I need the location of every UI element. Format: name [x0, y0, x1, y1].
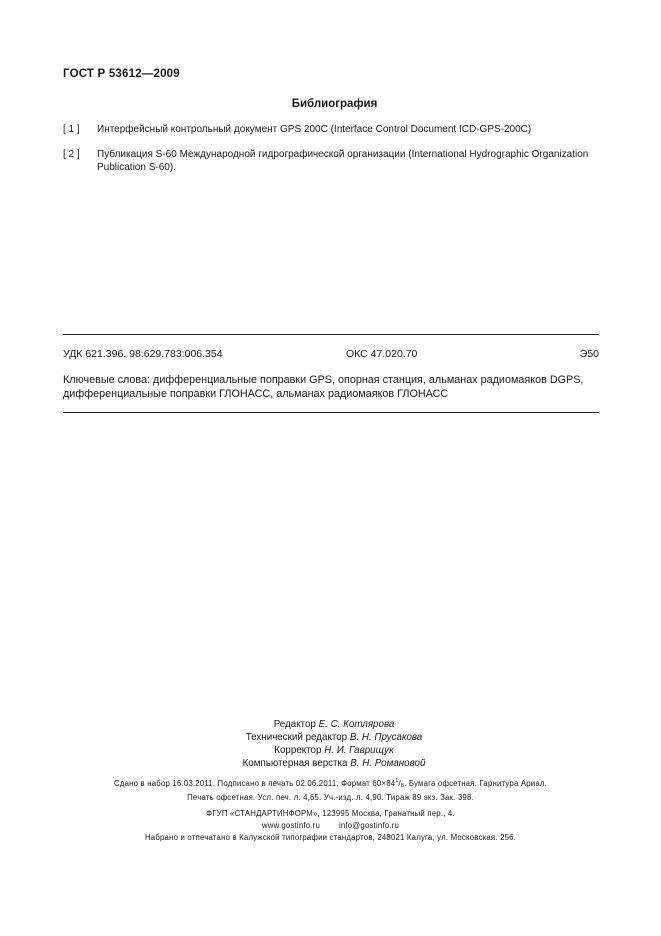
credit-name: Н. И. Гаврищук: [324, 745, 394, 756]
publisher-contacts: [0, 820, 661, 832]
credit-role: Технический редактор: [245, 732, 348, 743]
credit-tech-editor: [7, 731, 661, 744]
publisher-address: ФГУП «СТАНДАРТИНФОРМ», 123995 Москва, Гранатный пер., 4.: [206, 809, 455, 818]
publisher-website: www.gostinfo.ru: [261, 821, 320, 830]
divider-bottom: [63, 412, 599, 413]
standard-title: ГОСТ Р 53612—2009: [63, 68, 180, 80]
reference-text: Публикация S-60 Международной гидрографической организации (International Hydrographic Organization Publication S-60).: [97, 149, 589, 173]
keywords: Ключевые слова: дифференциальные поправки GPS, опорная станция, альманах радиомаяков DGPS, дифференциальные поправки ГЛОНАСС, альманах радиомаяков ГЛОНАСС: [63, 374, 584, 400]
format-fraction-numerator: 1: [395, 778, 399, 784]
bibliography-heading: Библиография: [291, 98, 378, 110]
credit-name: В. Н. Романовой: [350, 758, 426, 769]
credit-role: Редактор: [273, 719, 316, 730]
format-fraction-denominator: 8: [400, 783, 405, 789]
udk-code: УДК 621.396. 98:629.783:006.354: [63, 348, 223, 360]
credit-editor: [7, 718, 661, 731]
credit-name: Е. С. Котлярова: [318, 719, 395, 730]
credit-name: В. Н. Прусакова: [349, 732, 423, 743]
credit-role: Корректор: [274, 745, 322, 756]
publisher-block: [0, 808, 661, 844]
oks-code: ОКС 47.020.70: [346, 348, 418, 360]
reference-text: Интерфейсный контрольный документ GPS 200C (Interface Control Document ICD-GPS-200C): [97, 124, 532, 135]
publisher-email: info@gostinfo.ru: [338, 821, 400, 830]
imprint-text: Сдано в набор 16.03.2011. Подписано в печать 02.06.2011. Формат 60×84: [114, 779, 396, 788]
bibliography-item: [63, 124, 599, 137]
credit-role: Компьютерная верстка: [242, 758, 348, 769]
group-code: Э50: [579, 348, 599, 360]
imprint-line-1: [0, 776, 661, 792]
credit-layout: [7, 757, 661, 770]
divider-top: [63, 334, 599, 335]
imprint-line-2: Печать офсетная. Усл. печ. л. 4,65. Уч.-изд. л. 4,90. Тираж 89 экз. Зак. 398.: [187, 793, 474, 802]
reference-number: [ 1 ]: [63, 124, 80, 135]
printing-house: Набрано и отпечатано в Калужской типографии стандартов, 248021 Калуга, ул. Московская. 256.: [144, 833, 517, 842]
format-fraction-slash: /: [398, 779, 401, 788]
credits-block: [0, 718, 661, 770]
credit-proofreader: [7, 744, 661, 757]
imprint-block: [0, 776, 661, 803]
bibliography-item: [63, 149, 599, 174]
reference-number: [ 2 ]: [63, 149, 80, 160]
imprint-text: . Бумага офсетная. Гарнитура Ариал.: [404, 779, 547, 788]
